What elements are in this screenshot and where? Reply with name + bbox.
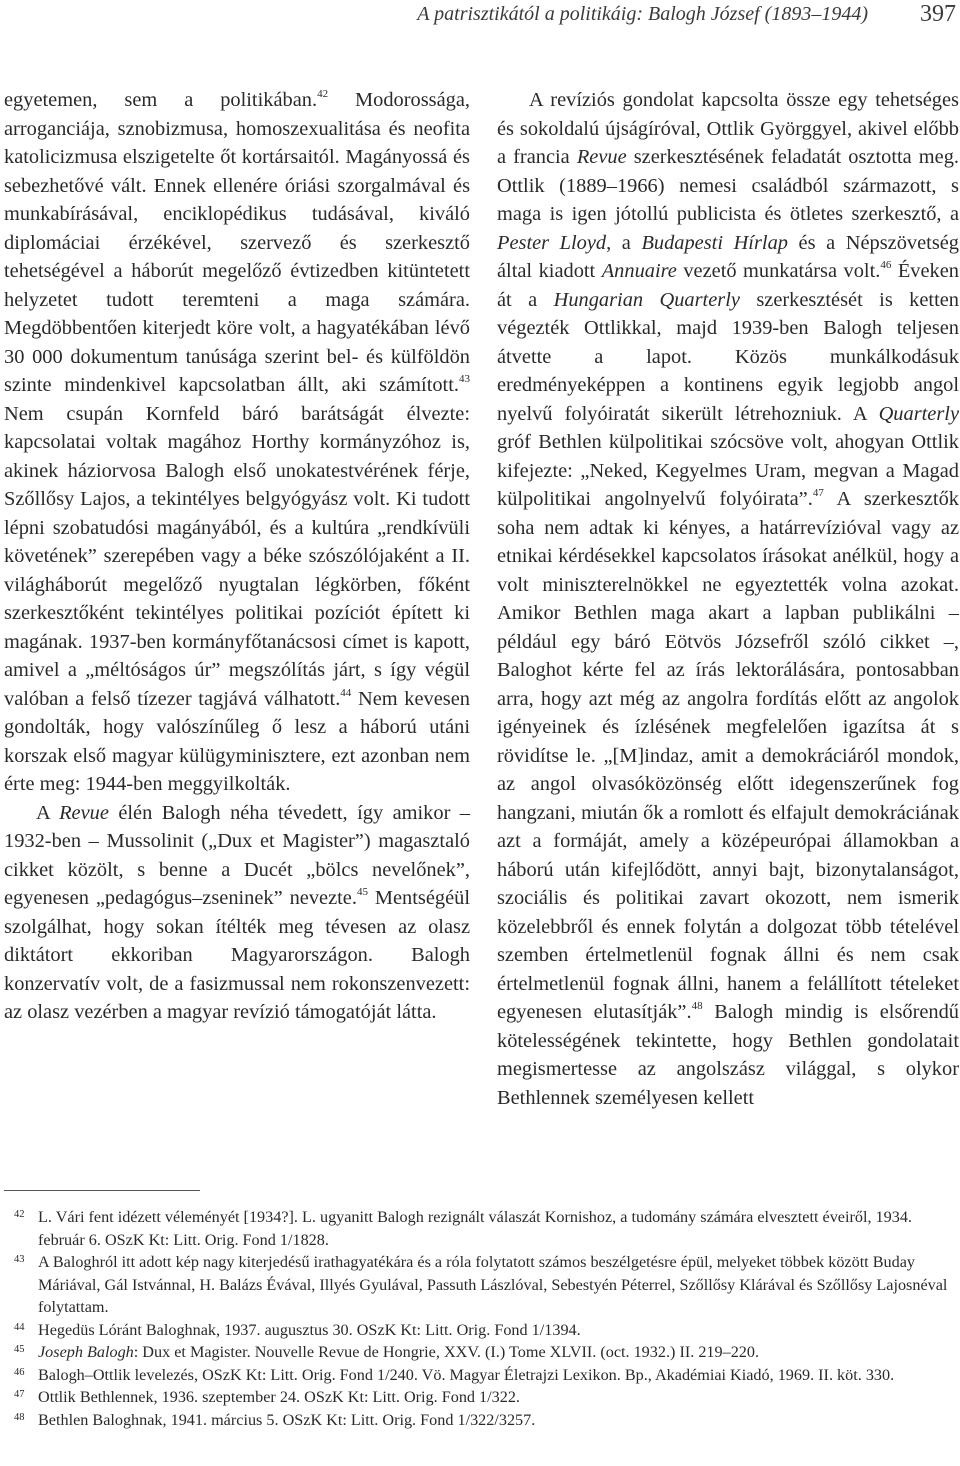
footnote-text: Ottlik Bethlennek, 1936. szeptember 24. OSzK Kt: Litt. Orig. Fond 1/322.	[38, 1388, 520, 1406]
text-run: A revíziós gondolat kapcsolta össze egy tehetséges és sokoldalú újságíróval, Ottlik Györggyel, akivel előbb a francia	[497, 89, 959, 168]
italic-title: Annuaire	[601, 260, 677, 282]
text-run: élén Balogh néha tévedett, így amikor – 1932-ben – Mussolinit („Dux et Magister”) magasztaló cikket közölt, s benne a Ducét „bölcs nevelőnek”, egyenesen „pedagógus–zseninek” nevezte.	[4, 801, 471, 909]
text-run: Éveken át a	[497, 260, 959, 311]
text-run: Modorossága, arroganciája, sznobizmusa, homoszexualitása és neofita katolicizmusa elszigetelte őt kortársaitól. Magányossá és sebezhetővé vált. Ennek ellenére óriási szorgalmával és munkabírásával, enciklopédikus tudásával, kiváló diplomáciai érzékével, szervező és szerkesztő tehetségével a háborút megelőző évtizedben kitüntetett helyzetet tudott teremteni a maga számára. Megdöbbentően kiterjedt köre volt, a hagyatékában lévő 30 000 dokumentum tanúsága szerint bel- és külföldön szinte mindenkivel kapcsolatban állt, aki számított.	[4, 89, 470, 396]
footnote-45	[4, 1341, 960, 1364]
footnote-number: 42	[14, 1209, 25, 1220]
text-run: , a	[606, 231, 642, 254]
running-header	[0, 0, 960, 34]
footnote-ref-48[interactable]: 48	[691, 1000, 703, 1013]
text-run: : Dux et Magister. Nouvelle Revue de Hongrie, XXV. (I.) Tome XLVII. (oct. 1932.) II. 219–220.	[133, 1343, 760, 1361]
footnotes	[4, 1206, 960, 1431]
footnote-48	[4, 1409, 960, 1432]
footnote-ref-45[interactable]: 45	[356, 886, 368, 899]
footnote-text: Balogh–Ottlik levelezés, OSzK Kt: Litt. Orig. Fond 1/240. Vö. Magyar Életrajzi Lexikon. Bp., Akadémiai Kiadó, 1969. II. köt. 330.	[38, 1365, 895, 1384]
paragraph	[4, 799, 470, 1027]
footnote-text: A Baloghról itt adott kép nagy kiterjedésű irathagyatékára és a róla folytatott számos beszélgetésre épül, melyeket többek között Buday Máriával, Gál Istvánnal, H. Balázs Évával, Illyés Gyulával, Passuth Lászlóval, Sebestyén Péterrel, Szőllősy Klárával és Szőllősy Lajosnéval folytattam.	[38, 1253, 948, 1316]
text-run: szerkesztését is ketten végezték Ottlikkal, majd 1939-ben Balogh teljesen átvette a lapot. Közös munkálkodásuk eredményeképpen a kontinens egyik legjobb angol nyelvű folyóiratát sikerült létrehozniuk. A	[497, 288, 959, 425]
italic-title: Revue	[576, 146, 627, 168]
footnote-text: Hegedüs Lóránt Baloghnak, 1937. augusztus 30. OSzK Kt: Litt. Orig. Fond 1/1394.	[38, 1320, 581, 1339]
left-column	[4, 86, 470, 1027]
italic-title: Budapesti Hírlap	[641, 231, 788, 254]
footnote-ref-44[interactable]: 44	[340, 686, 352, 699]
italic-title: Revue	[59, 801, 109, 824]
footnote-44	[4, 1319, 960, 1342]
right-column	[497, 86, 959, 1112]
footnote-number: 47	[14, 1389, 25, 1400]
footnote-number: 44	[14, 1321, 25, 1333]
running-title: A patrisztikától a politikáig: Balogh József (1893–1944)	[417, 3, 868, 25]
footnote-43	[4, 1251, 960, 1319]
italic-title: Pester Lloyd	[497, 231, 607, 254]
paragraph	[4, 86, 470, 799]
footnote-number: 46	[14, 1366, 25, 1378]
text-run: gróf Bethlen külpolitikai szócsöve volt, ahogyan Ottlik kifejezte: „Neked, Kegyelmes Uram, megvan a Magad külpolitikai angolnyelvű folyóirata”.	[497, 431, 959, 510]
text-run: vezető munkatársa volt.	[676, 260, 881, 282]
footnote-number: 45	[14, 1344, 25, 1355]
footnote-42	[4, 1206, 960, 1251]
text-run: egyetemen, sem a politikában.	[4, 89, 318, 111]
text-run: és a Népszövetség által kiadott	[497, 231, 959, 282]
italic-title: Quarterly	[878, 402, 959, 425]
footnote-number: 43	[14, 1254, 25, 1265]
text-run: Balogh mindig is elsőrendű kötelességének tekintette, hogy Bethlen gondolatait megismertesse az angolszász világgal, s olykor Bethlennek személyesen kellett	[497, 1001, 959, 1109]
footnote-ref-43[interactable]: 43	[459, 373, 470, 386]
footnote-text: L. Vári fent idézett véleményét [1934?]. L. ugyanitt Balogh rezignált válaszát Kornishoz, a tudomány számára elvesztett éveiről, 1934. február 6. OSzK Kt: Litt. Orig. Fond 1/1828.	[38, 1208, 912, 1249]
paragraph	[497, 86, 959, 1112]
italic-author: Joseph Balogh	[38, 1343, 134, 1361]
footnote-text	[38, 1341, 960, 1364]
footnote-divider	[4, 1190, 200, 1191]
text-run: A	[36, 801, 60, 824]
text-run: Mentségéül szolgálhat, hogy sokan ítélték meg tévesen az olasz diktátort ekkoriban Magyarországon. Balogh konzervatív volt, de a fasizmussal nem rokonszenvezett: az olasz vezérben a magyar revízió támogatóját látta.	[4, 887, 471, 1023]
footnote-ref-46[interactable]: 46	[880, 259, 892, 272]
text-run: szerkesztésének feladatát osztotta meg. Ottlik (1889–1966) nemesi családból származott, s maga is igen jótollú publicista és ötletes szerkesztő, a	[497, 146, 959, 225]
footnote-text: Bethlen Baloghnak, 1941. március 5. OSzK Kt: Litt. Orig. Fond 1/322/3257.	[38, 1410, 536, 1429]
page-number: 397	[920, 1, 956, 27]
footnote-46	[4, 1364, 960, 1387]
footnote-number: 48	[14, 1411, 25, 1423]
text-run: A szerkesztők soha nem adtak ki kényes, a határrevízióval vagy az etnikai kérdésekkel kapcsolatos írásokat anélkül, hogy a volt miniszterelnökkel ne egyeztették volna azokat. Amikor Bethlen maga akart a lapban publikálni – például egy báró Eötvös Józsefről szóló cikket –, Baloghot kérte fel az írás lektorálására, pontosabban arra, hogy azt még az angolra fordítás előtt az angolok igényeinek és ízlésének megfelelően igazítsa át s rövidítse le. „[M]indaz, amit a demokráciáról mondok, az angol olvasóközönség előtt idegenszerűnek fog hangzani, miután ők a romlott és elfajult demokráciának azt a formáját, amely a középeurópai államokban a háború után kifejlődött, annyi bajt, bizonytalanságot, szociális és politikai zavart okozott, nem ismerik közelebbről és ennek folytán a dolgozat több tételével szemben értelmetlenül fognak állni és nem csak értelmetlenül fognak állni, hanem a felállított tételeket egyenesen elutasítják”.	[497, 488, 959, 1023]
footnote-ref-42[interactable]: 42	[317, 88, 329, 101]
footnote-ref-47[interactable]: 47	[812, 487, 824, 500]
text-run: Nem kevesen gondolták, hogy valószínűleg ő lesz a háború utáni korszak első magyar külügyminisztere, ezt azonban nem érte meg: 1944-ben meggyilkolták.	[4, 687, 470, 795]
text-run: Nem csupán Kornfeld báró barátságát élvezte: kapcsolatai voltak magához Horthy kormányzóhoz is, akinek háziorvosa Balogh első unokatestvérének férje, Szőllősy Lajos, a tekintélyes belgyógyász volt. Ki tudott lépni szobatudósi magányából, és a kultúra „rendkívüli követének” szerepében vagy a béke szószólójaként a II. világháborút megelőző nyugtalan légkörben, főként szerkesztőként tekintélyes politikai pozíciót épített ki magának. 1937-ben kormányfőtanácsosi címet is kapott, amivel a „méltóságos úr” megszólítás járt, s így végül valóban a felső tízezer tagjává válhatott.	[4, 402, 470, 710]
italic-title: Hungarian Quarterly	[553, 288, 740, 311]
footnote-47	[4, 1386, 960, 1409]
